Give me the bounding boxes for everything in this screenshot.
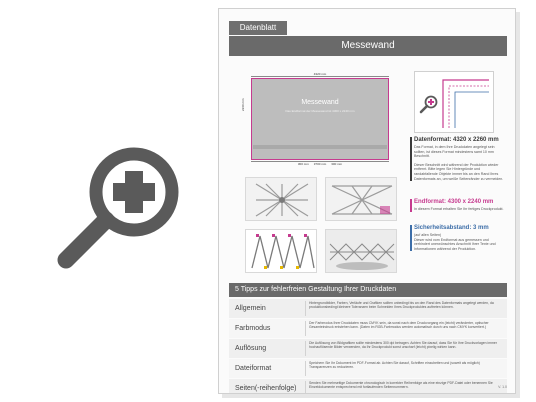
final-format-block [414,199,504,212]
dimension-height: 2260 mm [241,98,245,111]
page-title: Messewand [229,36,507,56]
version-label: V. 1.0 [498,385,507,389]
banner-foot-strip [253,145,387,149]
dimension-bottom [251,161,389,166]
dimension-bottom-left: 300 mm [297,162,309,166]
product-photo-4 [325,229,397,273]
tip-row [229,319,507,338]
corner-lines [441,78,491,130]
dimension-bottom-mid: 3700 mm [313,162,327,166]
datasheet-page[interactable] [218,8,516,394]
tip-label: Farbmodus [235,325,271,332]
tip-text: Hintergrundbilder, Farben, Verläufe und Grafiken sollten unbedingt bis an den Rand des Datenformats angelegt werden, da produktionsbedingt kleinere Toleranzen beim Schneiden Ihres Druckproduktes auftreten können. [309,301,494,310]
data-format-note: Dieser Beschnitt wird während der Produktion wieder entfernt. Bitte legen Sie Hintergründe und randabfallende Objekte immer bis an den Rand Ihres Datenformats an, um weiße Seitenränder zu vermeiden. [414,162,504,181]
product-photo-3 [245,229,317,273]
tip-row [229,299,507,318]
tip-row [229,339,507,358]
safety-sub: (auf allen Seiten) [414,233,442,237]
tips-table [229,299,507,394]
safety-text: Dieser wird vom Endformat aus gemessen und verhindert unerwünschtes Anschnitt Ihrer Texte und Informationen während der Produktion. [414,237,496,251]
product-photo-1 [245,177,317,221]
tip-text: Speichern Sie Ihr Dokument im PDF-Format ab. Achten Sie darauf, Schriften einzubetten und (soweit als möglich) Transparenzen zu reduzieren. [309,361,480,370]
data-format-text: Das Format, in dem Ihre Druckdaten angelegt sein sollten, ist dieses Format mindestens samt 10 mm Beschnitt. [414,145,495,159]
tip-text: Der Farbmodus Ihrer Druckdaten muss CMYK sein, da sonst nach dem Druckvorgang ein (leicht) veränderter, optischer Gesamteindruck entstehen kann. (Daten im RGB-Farbmodus werden automatisch durch uns nach CMYK konvertiert.) [309,321,489,330]
data-format-heading: Datenformat: 4320 x 2260 mm [414,137,499,143]
tip-label: Seiten(-reihenfolge) [235,385,297,392]
tip-label: Allgemein [235,305,266,312]
tip-text: Die Auflösung von Bildgrafiken sollte mindestens 300 dpi betragen. Achten Sie darauf, dass Sie für Ihre Druckvorlagen immer hochauflösende Bilder verwenden, da Ihr Druckprodukt sonst unscharf (leicht) pixelig wirken kann. [309,341,497,350]
corner-detail [414,71,494,133]
dimension-bottom-right: 300 mm [331,162,343,166]
safety-heading: Sicherheitsabstand: 3 mm [414,225,489,231]
data-format-block [414,137,504,181]
banner-preview [251,78,389,160]
safety-block [414,225,504,251]
banner-title: Messewand [301,99,339,106]
tip-label: Auflösung [235,345,267,352]
format-drawing [241,71,401,169]
tip-label: Dateiformat [235,365,272,372]
tip-row [229,359,507,378]
final-format-heading: Endformat: 4300 x 2240 mm [414,199,494,205]
tip-text: Senden Sie mehrseitige Dokumente chronologisch in korrekter Reihenfolge als eine einzige PDF-Datei oder benennen Sie Einzeldokumente entsprechend mit fortlaufenden Seitennummern. [309,381,493,390]
zoom-in-icon[interactable] [54,140,184,270]
datasheet-tag: Datenblatt [229,21,287,35]
product-photo-2 [325,177,397,221]
final-format-text: In diesem Format erhalten Sie Ihr fertiges Druckprodukt. [414,207,504,211]
zoom-in-icon[interactable] [419,94,439,114]
tips-heading: 5 Tipps zur fehlerfreien Gestaltung Ihrer Druckdaten [229,283,507,297]
dimension-total-width: 4320 mm [251,72,389,77]
banner-subtitle: Das Endformat der Messewand ist 4300 x 2240 mm [285,109,355,113]
tip-row [229,379,507,394]
